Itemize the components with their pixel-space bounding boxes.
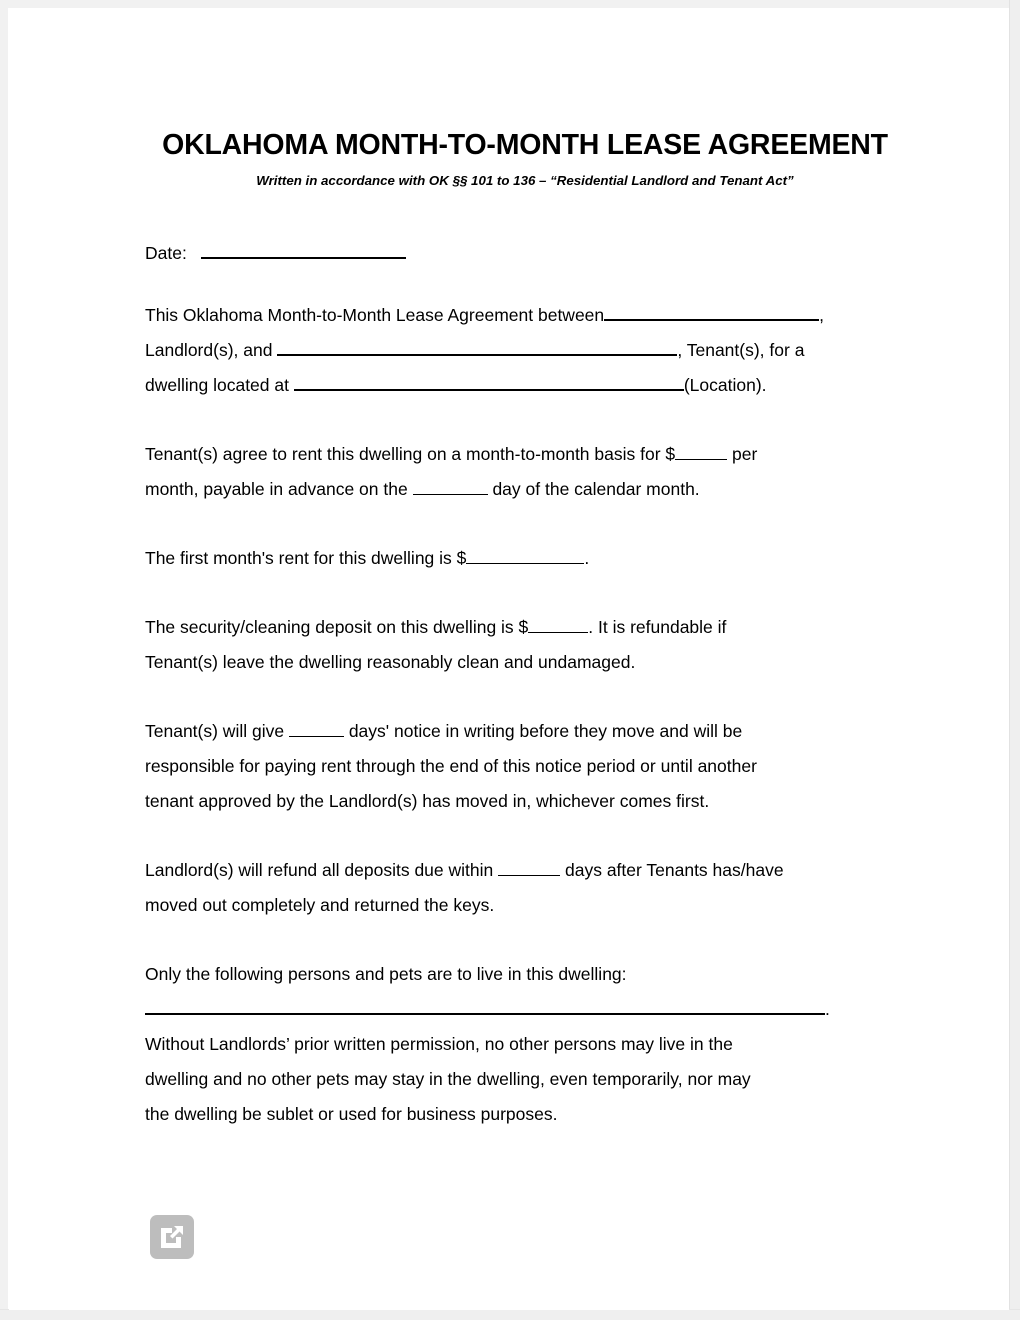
rent-text-a: Tenant(s) agree to rent this dwelling on a month-to-month basis for $ (145, 443, 676, 464)
page-edge-bottom (0, 1309, 1020, 1320)
rent-text-b: per (732, 443, 758, 464)
first-month-text-a: The first month's rent for this dwelling is $ (145, 547, 467, 568)
first-month-text-b: . (584, 547, 590, 568)
rent-text-d: day of the calendar month. (492, 478, 700, 499)
deposit-text-a: The security/cleaning deposit on this dwelling is $ (145, 616, 529, 637)
date-row (145, 239, 905, 264)
tenant-name-input[interactable] (277, 336, 677, 356)
occupants-text-d: dwelling and no other pets may stay in the dwelling, even temporarily, nor may (145, 1068, 751, 1089)
notice-text-d: tenant approved by the Landlord(s) has moved in, whichever comes first. (145, 790, 710, 811)
refund-text-c: moved out completely and returned the keys. (145, 894, 495, 915)
occupants-text-b: . (825, 998, 830, 1019)
document-body (145, 128, 905, 1132)
paragraph-notice (145, 714, 905, 819)
occupants-text-c: Without Landlords’ prior written permission, no other persons may live in the (145, 1033, 733, 1054)
first-month-amount-input[interactable] (466, 546, 584, 564)
paragraph-parties (145, 298, 905, 403)
document-sheet (9, 8, 1009, 1310)
occupants-list-input[interactable] (145, 995, 825, 1015)
parties-text-f: (Location). (683, 374, 767, 395)
landlord-name-input[interactable] (604, 301, 819, 321)
parties-text-a: This Oklahoma Month-to-Month Lease Agreement between (145, 304, 605, 325)
paragraph-rent (145, 437, 905, 507)
dwelling-location-input[interactable] (294, 371, 684, 391)
rent-amount-input[interactable] (675, 442, 727, 460)
deposit-text-b: . It is refundable if (588, 616, 727, 637)
occupants-text-e: the dwelling be sublet or used for business purposes. (145, 1103, 558, 1124)
external-link-logo (150, 1215, 194, 1259)
parties-text-b: , (819, 304, 825, 325)
paragraph-occupants (145, 957, 905, 1132)
date-input[interactable] (201, 239, 406, 259)
parties-text-d: , Tenant(s), for a (677, 339, 805, 360)
page-subtitle: Written in accordance with OK §§ 101 to 136 – “Residential Landlord and Tenant Act” (256, 173, 794, 189)
parties-text-e: dwelling located at (145, 374, 289, 395)
notice-text-a: Tenant(s) will give (145, 720, 285, 741)
notice-text-b: days' notice in writing before they move and will be (348, 720, 743, 741)
deposit-amount-input[interactable] (528, 615, 588, 633)
parties-text-c: Landlord(s), and (145, 339, 273, 360)
paragraph-refund (145, 853, 905, 923)
notice-days-input[interactable] (289, 719, 344, 737)
date-label: Date: (145, 242, 187, 263)
deposit-text-c: Tenant(s) leave the dwelling reasonably clean and undamaged. (145, 651, 636, 672)
occupants-text-a: Only the following persons and pets are to live in this dwelling: (145, 963, 627, 984)
page-edge-top (0, 0, 1020, 8)
rent-text-c: month, payable in advance on the (145, 478, 408, 499)
page-title: OKLAHOMA MONTH-TO-MONTH LEASE AGREEMENT (162, 129, 888, 161)
refund-days-input[interactable] (498, 858, 560, 876)
refund-text-a: Landlord(s) will refund all deposits due within (145, 859, 494, 880)
refund-text-b: days after Tenants has/have (565, 859, 784, 880)
paragraph-first-month-rent (145, 541, 905, 576)
page-edge-left (0, 0, 8, 1320)
paragraph-deposit (145, 610, 905, 680)
notice-text-c: responsible for paying rent through the end of this notice period or until another (145, 755, 757, 776)
arrow-icon (150, 1215, 194, 1259)
page-edge-right (1009, 0, 1020, 1320)
rent-due-day-input[interactable] (413, 477, 488, 495)
